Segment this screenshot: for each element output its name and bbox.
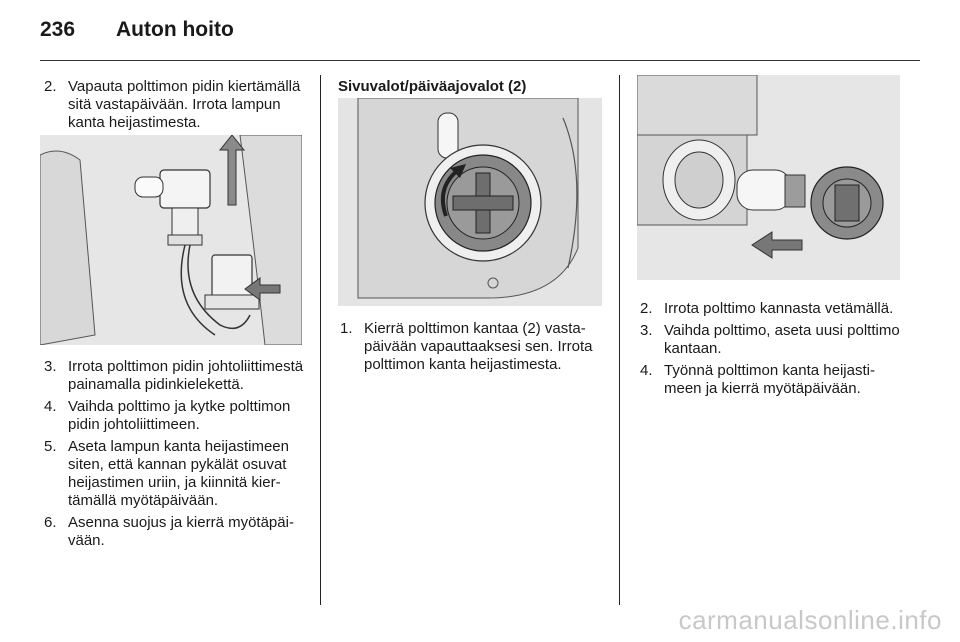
step-text: Työnnä polttimon kanta heijastimeen ja kierrä myötäpäivään. (664, 362, 875, 397)
column-1 (44, 78, 306, 136)
column-divider-1 (320, 75, 321, 605)
column-3-steps (640, 300, 902, 402)
bulb-removal-illustration (637, 75, 900, 280)
step-text: Vapauta polttimon pidin kiertämällä sitä vastapäivään. Irrota lampun kanta heijastimesta. (68, 78, 301, 131)
column-divider-2 (619, 75, 620, 605)
figure-bulb-removal (637, 75, 900, 280)
header-rule (40, 60, 920, 61)
step-item (340, 320, 602, 374)
step-item (44, 78, 306, 132)
column-2-steps (340, 320, 602, 378)
step-text: Vaihda polttimo ja kytke polttimon pidin johtoliittimeen. (68, 398, 291, 433)
column-1-steps (44, 358, 306, 554)
page-header (40, 14, 920, 54)
step-number: 2. (640, 300, 653, 317)
step-number: 3. (44, 358, 57, 375)
page-number: 236 (40, 18, 76, 41)
step-number: 3. (640, 322, 653, 339)
figure-headlamp-bulb-holder (40, 135, 302, 345)
step-number: 5. (44, 438, 57, 455)
step-item (44, 398, 306, 434)
figure-side-light-socket (338, 98, 602, 306)
step-text: Irrota polttimo kannasta vetämällä. (664, 300, 894, 317)
headlamp-bulb-holder-illustration (40, 135, 302, 345)
step-item (44, 358, 306, 394)
side-light-socket-illustration (338, 98, 602, 306)
step-item (44, 514, 306, 550)
step-item (640, 362, 902, 398)
section-heading: Sivuvalot/päiväajovalot (2) (338, 78, 527, 95)
step-text: Asenna suojus ja kierrä myötäpäivään. (68, 514, 294, 549)
step-number: 6. (44, 514, 57, 531)
column-2 (338, 78, 602, 96)
watermark: carmanualsonline.info (678, 605, 942, 635)
step-number: 4. (44, 398, 57, 415)
step-text: Vaihda polttimo, aseta uusi polttimo kantaan. (664, 322, 900, 357)
step-item (44, 438, 306, 510)
step-number: 2. (44, 78, 57, 95)
step-number: 1. (340, 320, 353, 337)
step-text: Aseta lampun kanta heijastimeen siten, että kannan pykälät osuvat heijastimen uriin, ja kiinnitä kiertämällä myötäpäivään. (68, 438, 289, 509)
step-item (640, 322, 902, 358)
step-item (640, 300, 902, 318)
step-number: 4. (640, 362, 653, 379)
page-title: Auton hoito (116, 18, 234, 41)
step-text: Kierrä polttimon kantaa (2) vastapäivään vapauttaaksesi sen. Irrota polttimon kanta heijastimesta. (364, 320, 593, 373)
step-text: Irrota polttimon pidin johtoliittimestä painamalla pidinkielekettä. (68, 358, 304, 393)
